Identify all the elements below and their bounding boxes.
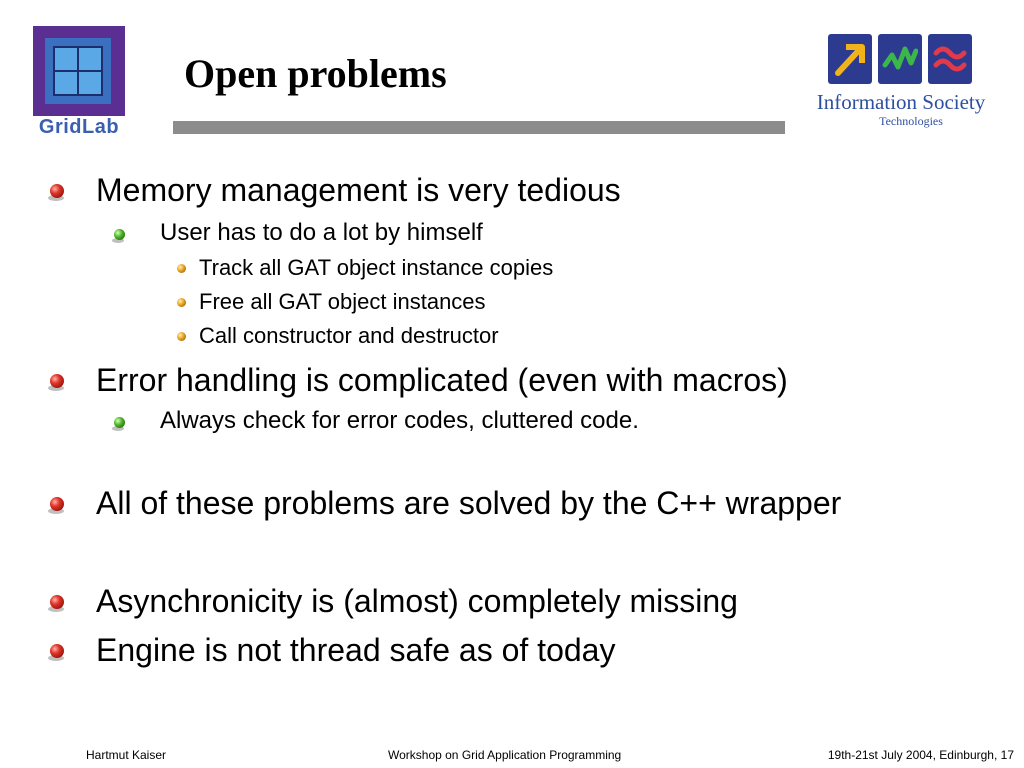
bullet-ball-icon	[50, 184, 64, 198]
approx-icon	[928, 34, 972, 84]
bullet-level2-item: User has to do a lot by himself	[160, 219, 483, 246]
gridlab-logo	[31, 26, 127, 138]
ist-logo-sub-text: Technologies	[879, 114, 943, 128]
footer-author: Hartmut Kaiser	[86, 748, 167, 762]
footer-date-page: 19th-21st July 2004, Edinburgh, 17	[827, 748, 1014, 762]
bullet-ball-icon	[50, 595, 64, 609]
ist-logo-main-text: Information Society	[816, 90, 986, 114]
title-underline-bar	[173, 121, 785, 134]
footer-event: Workshop on Grid Application Programming	[388, 748, 622, 762]
bullet-ball-icon	[50, 374, 64, 388]
bullet-level3-item: Call constructor and destructor	[199, 323, 499, 348]
gridlab-logo-grid-icon	[53, 46, 103, 96]
bullet-ball-icon	[114, 229, 125, 240]
bullet-ball-icon	[177, 264, 186, 273]
bullet-ball-icon	[114, 417, 125, 428]
gridlab-logo-text: GridLab	[38, 116, 120, 138]
bullet-level1-item: Engine is not thread safe as of today	[96, 632, 616, 668]
bullet-level1-item: All of these problems are solved by the C++ wrapper	[96, 485, 842, 521]
bullet-level2-item: Always check for error codes, cluttered code.	[160, 407, 639, 434]
bullet-ball-icon	[50, 644, 64, 658]
arrow-icon	[828, 34, 872, 84]
wave-graph-icon	[878, 34, 922, 84]
bullet-level1-item: Error handling is complicated (even with macros)	[96, 362, 788, 398]
bullet-level3-item: Free all GAT object instances	[199, 289, 486, 314]
bullet-ball-icon	[50, 497, 64, 511]
bullet-level3-item: Track all GAT object instance copies	[199, 255, 554, 280]
ist-logo	[806, 30, 996, 130]
bullet-level1-item: Asynchronicity is (almost) completely missing	[96, 583, 738, 619]
bullet-ball-icon	[177, 332, 186, 341]
bullet-ball-icon	[177, 298, 186, 307]
slide-title: Open problems	[184, 51, 447, 96]
ist-logo-icons	[828, 34, 972, 88]
bullet-level1-item: Memory management is very tedious	[96, 172, 621, 208]
